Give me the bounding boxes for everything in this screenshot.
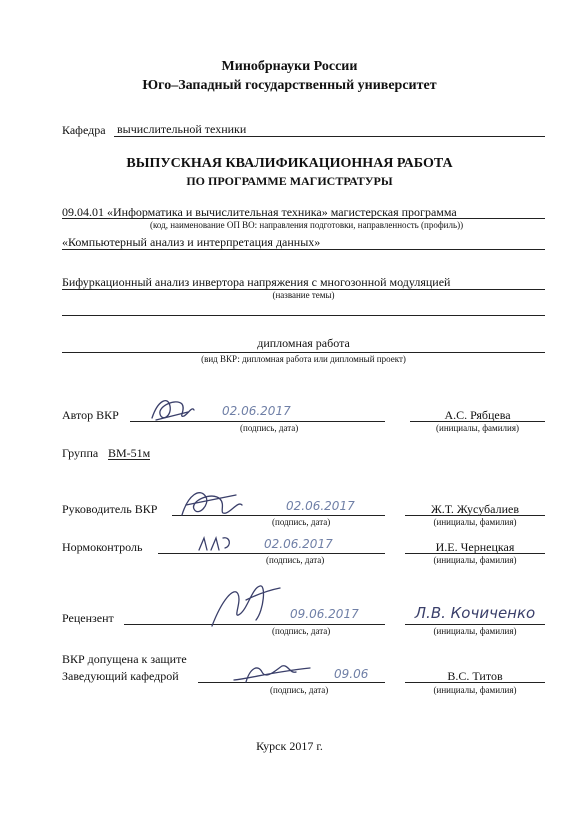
work-title-line1: ВЫПУСКНАЯ КВАЛИФИКАЦИОННАЯ РАБОТА xyxy=(126,156,453,171)
supervisor-name-line xyxy=(405,515,545,516)
department-value: вычислительной техники xyxy=(117,122,247,136)
head-signature-image xyxy=(232,658,312,686)
normcontrol-label: Нормоконтроль xyxy=(62,540,143,554)
reviewer-date: 09.06.2017 xyxy=(290,607,359,621)
reviewer-name-line xyxy=(405,624,545,625)
head-date: 09.06 xyxy=(334,667,369,681)
profile-underline xyxy=(62,249,545,250)
supervisor-label: Руководитель ВКР xyxy=(62,502,158,516)
program-hint: (код, наименование ОП ВО: направления подготовки, направленность (профиль)) xyxy=(150,220,464,230)
author-name-hint: (инициалы, фамилия) xyxy=(436,423,519,433)
work-type-value: дипломная работа xyxy=(257,336,350,350)
work-type-hint: (вид ВКР: дипломная работа или дипломный проект) xyxy=(201,354,406,364)
normcontrol-sign-line xyxy=(158,553,385,554)
author-date: 02.06.2017 xyxy=(222,404,291,418)
program-underline xyxy=(62,218,545,219)
normcontrol-name-line xyxy=(405,553,545,554)
head-name-hint: (инициалы, фамилия) xyxy=(433,685,517,695)
author-signature-image xyxy=(148,392,196,428)
program-line: 09.04.01 «Информатика и вычислительная техника» магистерская программа xyxy=(62,205,457,219)
ministry-heading: Минобрнауки России xyxy=(221,59,358,74)
normcontrol-name-hint: (инициалы, фамилия) xyxy=(433,555,517,565)
topic-underline-2 xyxy=(62,315,545,316)
author-sign-hint: (подпись, дата) xyxy=(240,423,299,433)
head-of-department-label: Заведующий кафедрой xyxy=(62,669,179,683)
head-name: В.С. Титов xyxy=(447,669,503,683)
city-year: Курск 2017 г. xyxy=(256,739,323,753)
program-profile: «Компьютерный анализ и интерпретация данных» xyxy=(62,235,321,249)
supervisor-date: 02.06.2017 xyxy=(286,499,355,513)
topic-hint: (название темы) xyxy=(272,290,335,300)
supervisor-name-hint: (инициалы, фамилия) xyxy=(433,517,517,527)
admission-line: ВКР допущена к защите xyxy=(62,652,187,666)
group-label: Группа xyxy=(62,446,99,460)
head-name-line xyxy=(405,682,545,683)
reviewer-label: Рецензент xyxy=(62,611,114,625)
work-title-line2: ПО ПРОГРАММЕ МАГИСТРАТУРЫ xyxy=(186,174,393,188)
supervisor-signature-image xyxy=(176,485,246,525)
work-type-underline xyxy=(62,352,545,353)
reviewer-sign-hint: (подпись, дата) xyxy=(272,626,331,636)
author-label: Автор ВКР xyxy=(62,408,119,422)
normcontrol-date: 02.06.2017 xyxy=(264,537,333,551)
supervisor-name: Ж.Т. Жусубалиев xyxy=(431,502,519,516)
head-sign-hint: (подпись, дата) xyxy=(270,685,329,695)
supervisor-sign-hint: (подпись, дата) xyxy=(272,517,331,527)
normcontrol-sign-hint: (подпись, дата) xyxy=(266,555,325,565)
topic-value: Бифуркационный анализ инвертора напряжения с многозонной модуляцией xyxy=(62,275,451,289)
reviewer-name-hint: (инициалы, фамилия) xyxy=(433,626,517,636)
normcontrol-signature-image xyxy=(196,532,236,554)
group-value: ВМ-51м xyxy=(108,446,151,460)
normcontrol-name: И.Е. Чернецкая xyxy=(435,540,515,554)
reviewer-name: Л.В. Кочиченко xyxy=(414,604,536,622)
author-name: А.С. Рябцева xyxy=(444,408,511,422)
university-heading: Юго–Западный государственный университет xyxy=(142,78,437,93)
department-label: Кафедра xyxy=(62,123,106,137)
author-name-line xyxy=(410,421,545,422)
department-underline xyxy=(114,136,545,137)
